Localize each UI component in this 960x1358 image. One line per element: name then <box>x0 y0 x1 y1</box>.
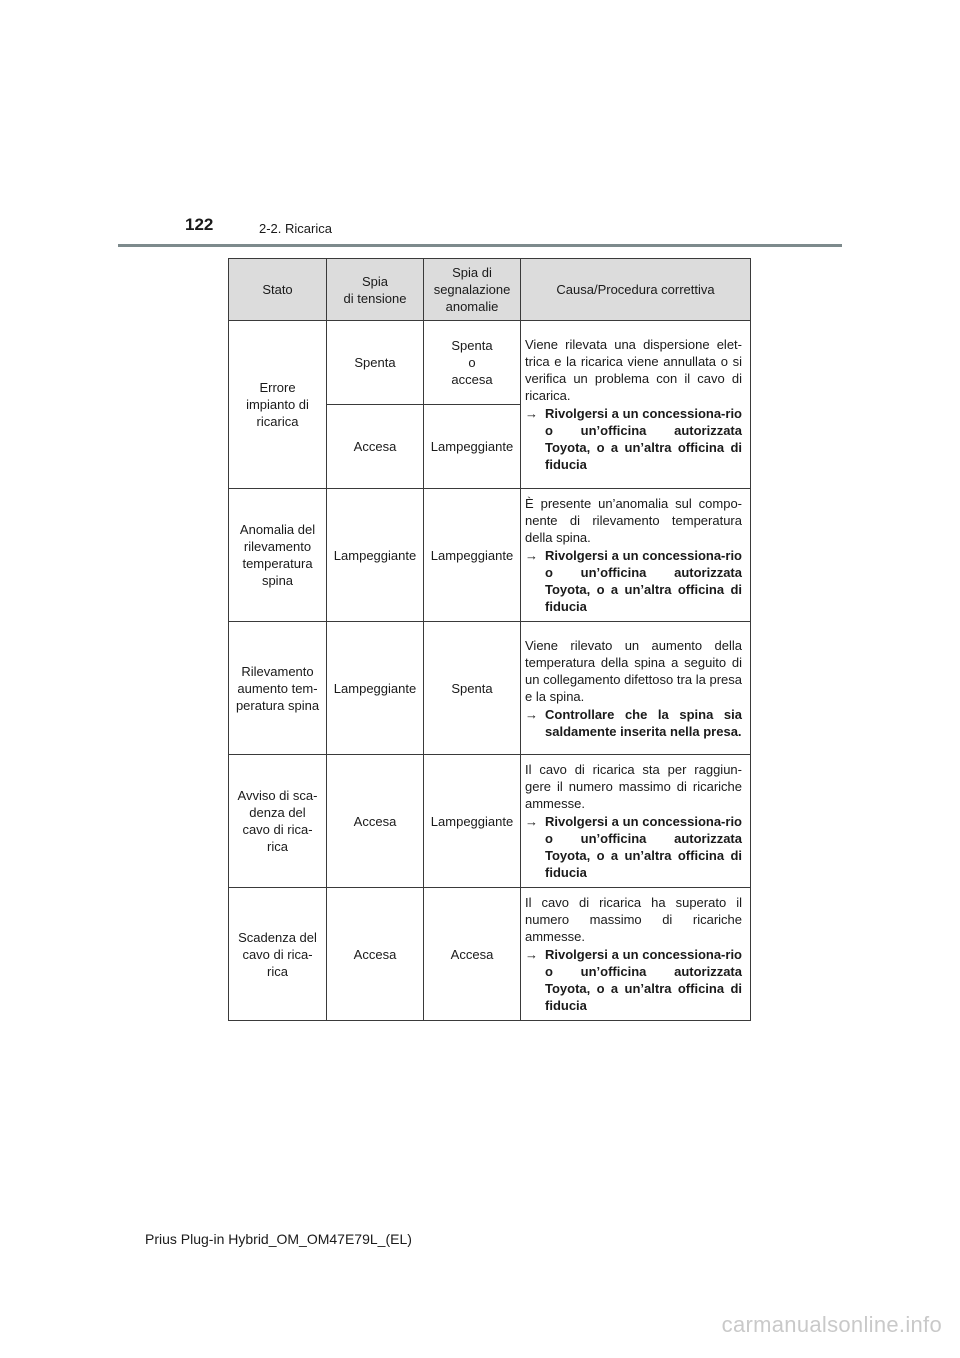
page-number: 122 <box>185 215 214 234</box>
cause-text: Viene rilevato un aumento della temperatura della spina a seguito di un collegamento difettoso tra la presa e la spina. <box>525 637 742 704</box>
arrow-icon: → <box>525 947 538 962</box>
arrow-icon: → <box>525 548 538 563</box>
arrow-icon: → <box>525 814 538 829</box>
spia-anomalie-cell: Spenta o accesa <box>424 321 521 405</box>
causa-cell <box>521 755 751 888</box>
corrective-action <box>525 946 742 1014</box>
header-divider <box>118 244 842 247</box>
header-causa: Causa/Procedura correttiva <box>521 259 751 321</box>
manual-id-footer: Prius Plug-in Hybrid_OM_OM47E79L_(EL) <box>145 1231 412 1247</box>
corrective-action <box>525 706 742 740</box>
charging-indicator-table <box>228 258 751 1021</box>
stato-cell: Scadenza del cavo di rica- rica <box>229 888 327 1021</box>
spia-tensione-cell: Lampeggiante <box>327 622 424 755</box>
causa-cell <box>521 321 751 489</box>
table-header-row <box>229 259 751 321</box>
causa-cell <box>521 888 751 1021</box>
spia-anomalie-cell: Accesa <box>424 888 521 1021</box>
action-text: Controllare che la spina sia saldamente inserita nella presa. <box>545 706 742 739</box>
spia-tensione-cell: Lampeggiante <box>327 489 424 622</box>
action-text: Rivolgersi a un concessiona-rio o un’officina autorizzata Toyota, o a un’altra officina di fiducia <box>545 814 742 880</box>
arrow-icon: → <box>525 406 538 421</box>
spia-tensione-cell: Accesa <box>327 405 424 489</box>
spia-tensione-cell: Spenta <box>327 321 424 405</box>
cause-text: Viene rilevata una dispersione elet-trica e la ricarica viene annullata o si verifica un problema con il cavo di ricarica. <box>525 337 742 403</box>
corrective-action <box>525 547 742 615</box>
stato-cell: Rilevamento aumento tem- peratura spina <box>229 622 327 755</box>
arrow-icon: → <box>525 706 538 722</box>
cause-text: Il cavo di ricarica ha superato il numero massimo di ricariche ammesse. <box>525 895 742 944</box>
spia-anomalie-cell: Lampeggiante <box>424 489 521 622</box>
corrective-action <box>525 405 742 473</box>
causa-cell <box>521 489 751 622</box>
header-spia-anomalie: Spia di segnalazione anomalie <box>424 259 521 321</box>
header-stato: Stato <box>229 259 327 321</box>
action-text: Rivolgersi a un concessiona-rio o un’officina autorizzata Toyota, o a un’altra officina di fiducia <box>545 947 742 1013</box>
stato-cell: Avviso di sca- denza del cavo di rica- rica <box>229 755 327 888</box>
table-row <box>229 489 751 622</box>
table-row <box>229 321 751 405</box>
table-row <box>229 755 751 888</box>
action-text: Rivolgersi a un concessiona-rio o un’officina autorizzata Toyota, o a un’altra officina di fiducia <box>545 406 742 472</box>
header-spia-tensione: Spia di tensione <box>327 259 424 321</box>
spia-anomalie-cell: Spenta <box>424 622 521 755</box>
cause-text: È presente un’anomalia sul compo-nente di rilevamento temperatura della spina. <box>525 496 742 545</box>
action-text: Rivolgersi a un concessiona-rio o un’officina autorizzata Toyota, o a un’altra officina di fiducia <box>545 548 742 614</box>
spia-tensione-cell: Accesa <box>327 888 424 1021</box>
spia-anomalie-cell: Lampeggiante <box>424 755 521 888</box>
table-row <box>229 888 751 1021</box>
spia-anomalie-cell: Lampeggiante <box>424 405 521 489</box>
corrective-action <box>525 813 742 881</box>
stato-cell: Anomalia del rilevamento temperatura spina <box>229 489 327 622</box>
section-title: 2-2. Ricarica <box>259 221 332 236</box>
stato-cell: Errore impianto di ricarica <box>229 321 327 489</box>
spia-tensione-cell: Accesa <box>327 755 424 888</box>
causa-cell <box>521 622 751 755</box>
cause-text: Il cavo di ricarica sta per raggiun-gere il numero massimo di ricariche ammesse. <box>525 762 742 811</box>
watermark: carmanualsonline.info <box>721 1312 942 1337</box>
table-row <box>229 622 751 755</box>
